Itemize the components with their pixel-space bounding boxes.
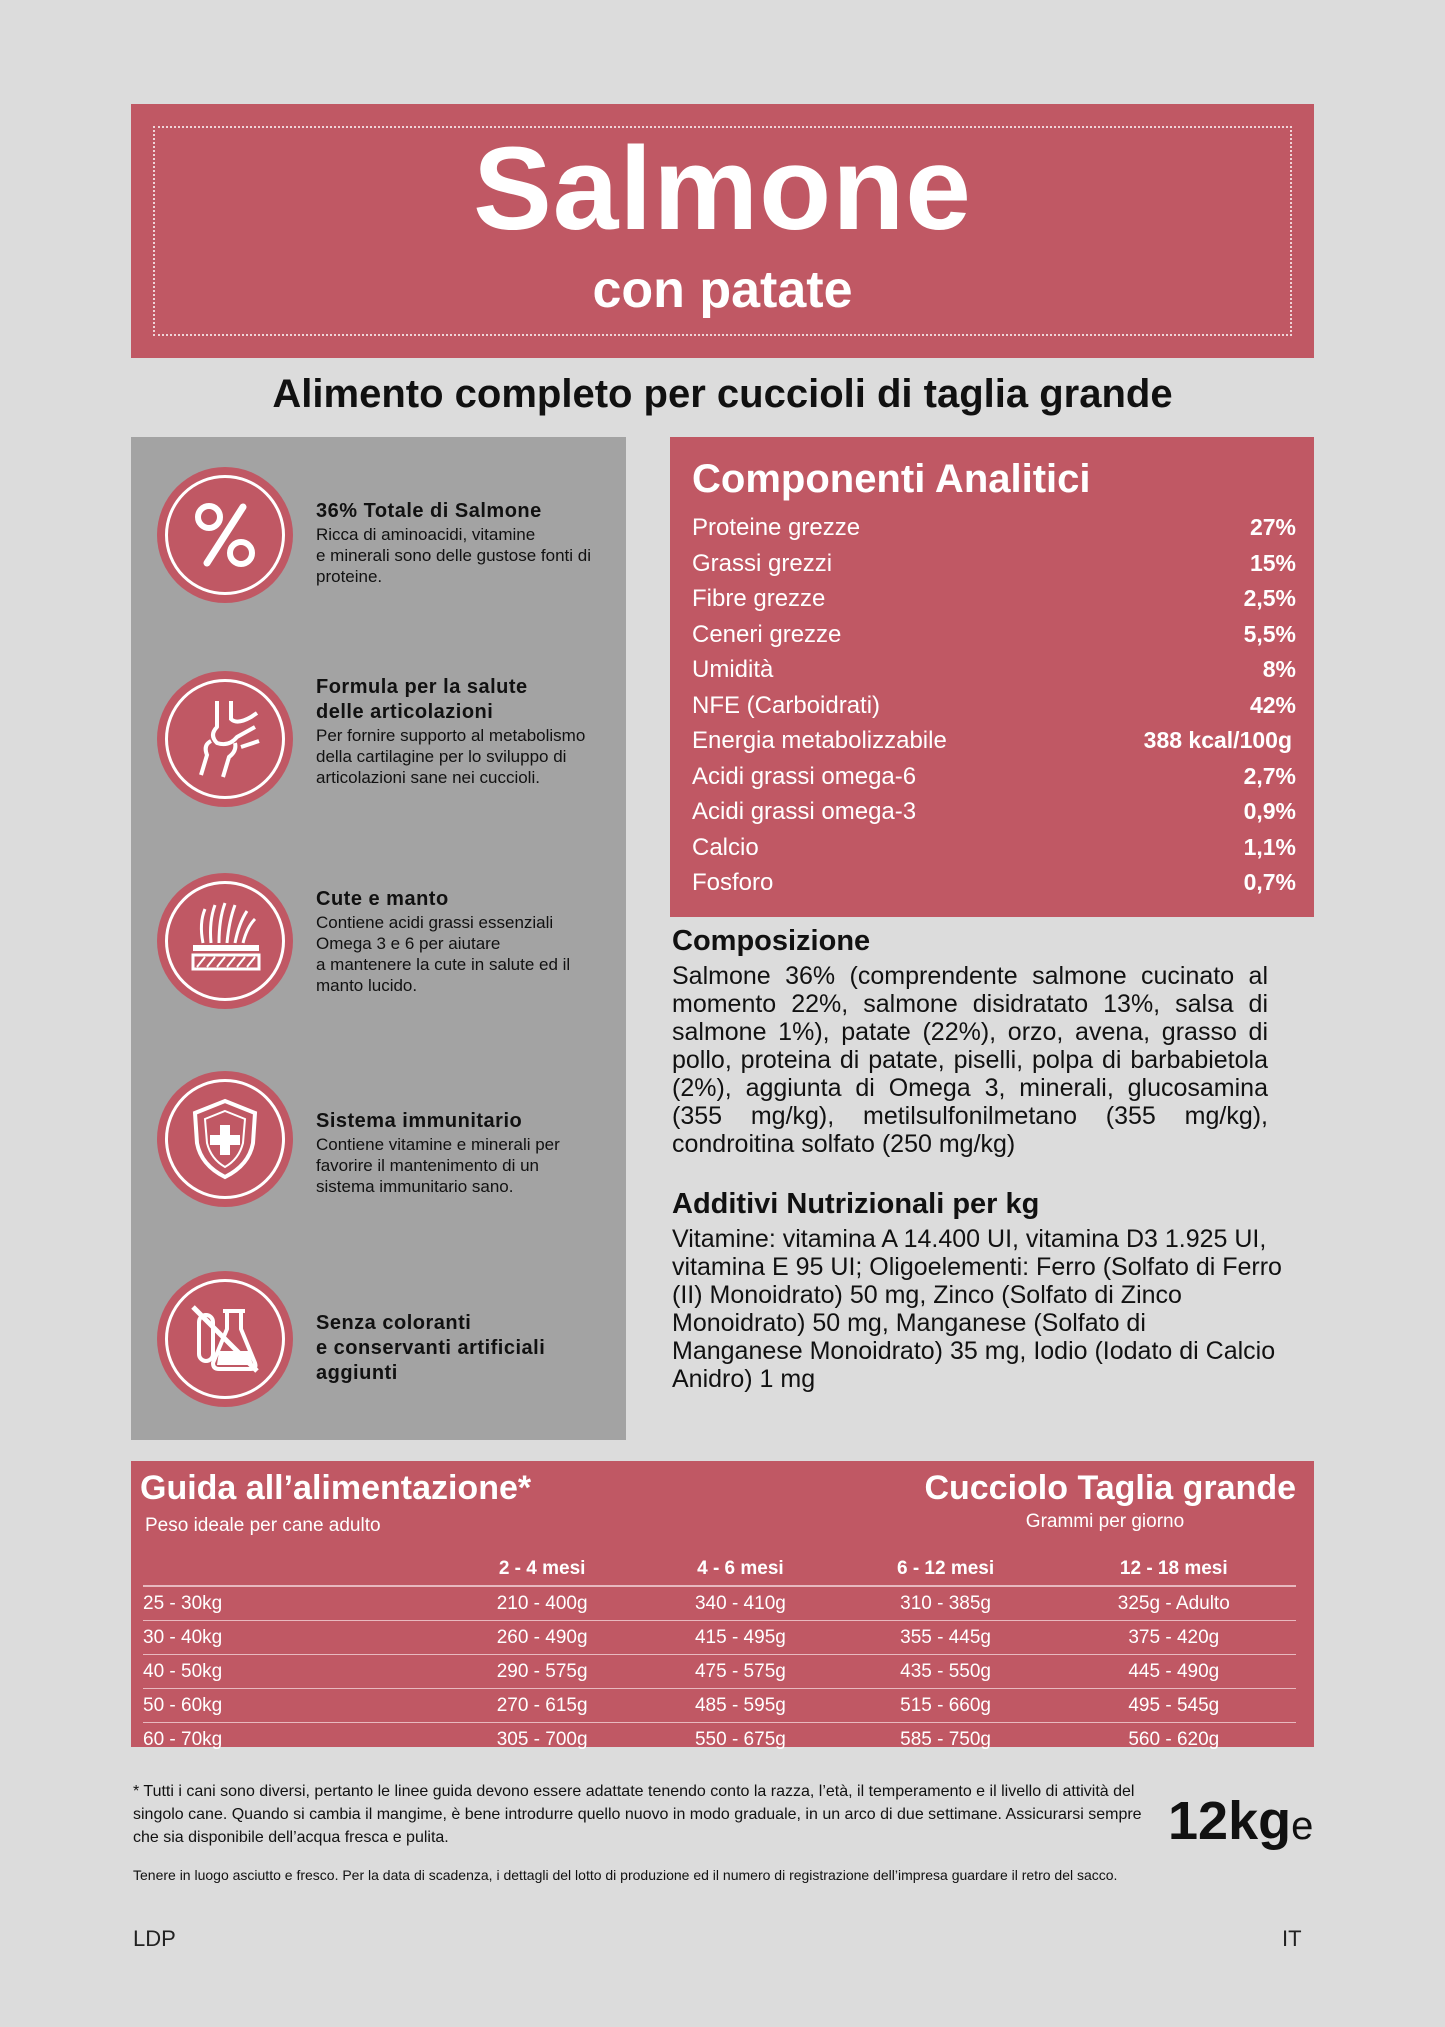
table-cell: 270 - 615g — [443, 1689, 641, 1723]
analytics-label: Umidità — [692, 656, 774, 683]
table-cell: 475 - 575g — [641, 1655, 839, 1689]
additives-text: Vitamine: vitamina A 14.400 UI, vitamina D3 1.925 UI, vitamina E 95 UI; Oligoelementi: Ferro (Solfato di Ferro (II) Monoidrato) 50 mg, Zinco (Solfato di Zinco Monoidrato) 50 mg, Manganese (Solfato di Manganese Monoidrato) 35 mg, Iodio (Iodato di Calcio Anidro) 1 mg — [672, 1225, 1282, 1393]
feature-title: 36% Totale di Salmone — [316, 500, 542, 522]
table-cell: 435 - 550g — [840, 1655, 1052, 1689]
analytics-value: 5,5% — [1243, 620, 1296, 647]
analytics-label: Fosforo — [692, 869, 774, 896]
analytics-value: 0,9% — [1243, 798, 1296, 824]
analytics-row — [692, 727, 1296, 762]
analytics-row — [692, 585, 1296, 620]
analytics-row — [692, 692, 1296, 727]
estimated-mark: e — [1291, 1804, 1314, 1848]
table-cell: 60 - 70kg — [143, 1728, 223, 1750]
analytics-label: Acidi grassi omega-3 — [692, 798, 917, 825]
table-row — [143, 1586, 1296, 1621]
guide-subtitle: Peso ideale per cane adulto — [145, 1515, 381, 1536]
analytics-row — [692, 621, 1296, 656]
analytics-row — [692, 834, 1296, 869]
feature-title: Senza coloranti e conservanti artificiali aggiunti — [316, 1312, 546, 1384]
feature-description: Contiene vitamine e minerali per favorire il mantenimento di un sistema immunitario sano. — [316, 1135, 560, 1196]
guide-title: Guida all’alimentazione* — [140, 1469, 532, 1507]
table-cell: 485 - 595g — [641, 1689, 839, 1723]
table-cell: 40 - 50kg — [143, 1655, 443, 1689]
table-cell: 355 - 445g — [840, 1621, 1052, 1655]
column-header: 12 - 18 mesi — [1052, 1553, 1296, 1586]
skin-coat-icon — [157, 873, 293, 1009]
analytics-label: Energia metabolizzabile — [692, 727, 947, 754]
column-header — [143, 1553, 443, 1586]
analytic-components-panel — [670, 437, 1314, 917]
analytics-label: Ceneri grezze — [692, 620, 842, 648]
feeding-table — [143, 1553, 1296, 1756]
feature-title: Formula per la salute delle articolazioni — [316, 676, 528, 723]
table-cell: 415 - 495g — [641, 1621, 839, 1655]
net-weight — [1168, 1790, 1313, 1852]
composition-heading: Composizione — [672, 925, 871, 957]
analytics-title: Componenti Analitici — [692, 457, 1091, 501]
table-cell: 515 - 660g — [840, 1689, 1052, 1723]
table-row — [143, 1621, 1296, 1655]
composition-text: Salmone 36% (comprendente salmone cucinato al momento 22%, salmone disidratato 13%, salsa di salmone 1%), patate (22%), orzo, avena, grasso di pollo, proteina di patate, piselli, polpa di barbabietola (2%), aggiunta di Omega 3, minerali, glucosamina (355 mg/kg), metilsulfonilmetano (355 mg/kg), condroitina solfato (250 mg/kg) — [672, 962, 1268, 1158]
analytics-label: NFE (Carboidrati) — [692, 691, 881, 719]
feature-description: Contiene acidi grassi essenziali Omega 3 e 6 per aiutare a mantenere la cute in salute ed il manto lucido. — [316, 913, 571, 995]
product-tagline: Alimento completo per cuccioli di taglia grande — [272, 372, 1173, 416]
column-header: 6 - 12 mesi — [840, 1553, 1052, 1586]
table-cell: 30 - 40kg — [143, 1621, 443, 1655]
features-panel — [131, 437, 626, 1440]
analytics-row — [692, 550, 1296, 585]
net-weight-value: 12kg — [1168, 1791, 1292, 1851]
analytics-value: 27% — [1249, 514, 1296, 540]
analytics-label: Calcio — [692, 833, 759, 861]
table-cell: 495 - 545g — [1052, 1689, 1296, 1723]
storage-note: Tenere in luogo asciutto e fresco. Per la data di scadenza, i dettagli del lotto di produzione ed il numero di registrazione dell’impresa guardare il retro del sacco. — [133, 1867, 1118, 1883]
table-cell: 260 - 490g — [443, 1621, 641, 1655]
table-cell: 50 - 60kg — [143, 1689, 443, 1723]
joint-icon — [157, 671, 293, 807]
shield-cross-icon — [157, 1071, 293, 1207]
product-subtitle: con patate — [592, 261, 853, 319]
table-cell: 325g - Adulto — [1052, 1586, 1296, 1621]
analytics-label: Acidi grassi omega-6 — [692, 762, 917, 790]
table-cell: 290 - 575g — [443, 1655, 641, 1689]
analytics-row — [692, 869, 1296, 904]
additives-heading: Additivi Nutrizionali per kg — [672, 1188, 1040, 1220]
analytics-label: Grassi grezzi — [692, 549, 833, 577]
table-cell: 210 - 400g — [443, 1586, 641, 1621]
guide-right-subtitle: Grammi per giorno — [1025, 1511, 1185, 1532]
feeding-note: * Tutti i cani sono diversi, pertanto le linee guida devono essere adattate tenendo conto la razza, l’età, il temperamento e il livello di attività del singolo cane. Quando si cambia il mangime, è bene introdurre quello nuovo in modo graduale, in un arco di due settimane. Assicurarsi sempre che sia disponibile dell’acqua fresca e pulita. — [133, 1783, 1142, 1846]
column-header: 2 - 4 mesi — [443, 1553, 641, 1586]
table-cell: 375 - 420g — [1052, 1621, 1296, 1655]
analytics-value: 8% — [1262, 656, 1296, 682]
feature-description: Per fornire supporto al metabolismo della cartilagine per lo sviluppo di articolazioni sane nei cuccioli. — [316, 726, 586, 787]
table-cell: 305 - 700g — [496, 1728, 588, 1750]
analytics-row — [692, 798, 1296, 833]
analytics-row — [692, 763, 1296, 798]
no-chemicals-icon — [157, 1271, 293, 1407]
guide-right-title: Cucciolo Taglia grande — [924, 1469, 1296, 1507]
analytics-label: Proteine grezze — [692, 514, 861, 541]
table-cell: 445 - 490g — [1052, 1655, 1296, 1689]
feeding-guide — [131, 1461, 1314, 1750]
table-header-row — [143, 1553, 1296, 1586]
analytics-value: 1,1% — [1243, 833, 1296, 860]
footer-language-code: IT — [1282, 1926, 1302, 1951]
table-row — [143, 1655, 1296, 1689]
analytics-row — [692, 656, 1296, 691]
analytics-label: Fibre grezze — [692, 585, 826, 612]
table-cell: 560 - 620g — [1128, 1728, 1220, 1750]
table-cell: 550 - 675g — [694, 1728, 786, 1750]
table-cell: 25 - 30kg — [143, 1586, 443, 1621]
feature-title: Sistema immunitario — [316, 1110, 523, 1132]
analytics-value: 2,5% — [1243, 585, 1296, 611]
analytics-value: 0,7% — [1243, 869, 1296, 895]
percent-icon — [157, 467, 293, 603]
feature-title: Cute e manto — [316, 888, 449, 910]
table-row — [143, 1689, 1296, 1723]
table-cell: 310 - 385g — [840, 1586, 1052, 1621]
column-header: 4 - 6 mesi — [641, 1553, 839, 1586]
product-title: Salmone — [473, 123, 972, 255]
analytics-value: 15% — [1249, 549, 1296, 576]
feature-description: Ricca di aminoacidi, vitamine e minerali sono delle gustose fonti di proteine. — [316, 525, 591, 586]
analytics-value: 42% — [1249, 691, 1296, 718]
footer-left-code: LDP — [133, 1926, 176, 1951]
analytics-row — [692, 514, 1296, 549]
analytics-value: 388 kcal/100g — [1143, 727, 1292, 753]
table-row — [143, 1723, 1296, 1757]
analytics-value: 2,7% — [1243, 762, 1296, 789]
table-cell: 585 - 750g — [900, 1728, 991, 1750]
table-cell: 340 - 410g — [641, 1586, 839, 1621]
